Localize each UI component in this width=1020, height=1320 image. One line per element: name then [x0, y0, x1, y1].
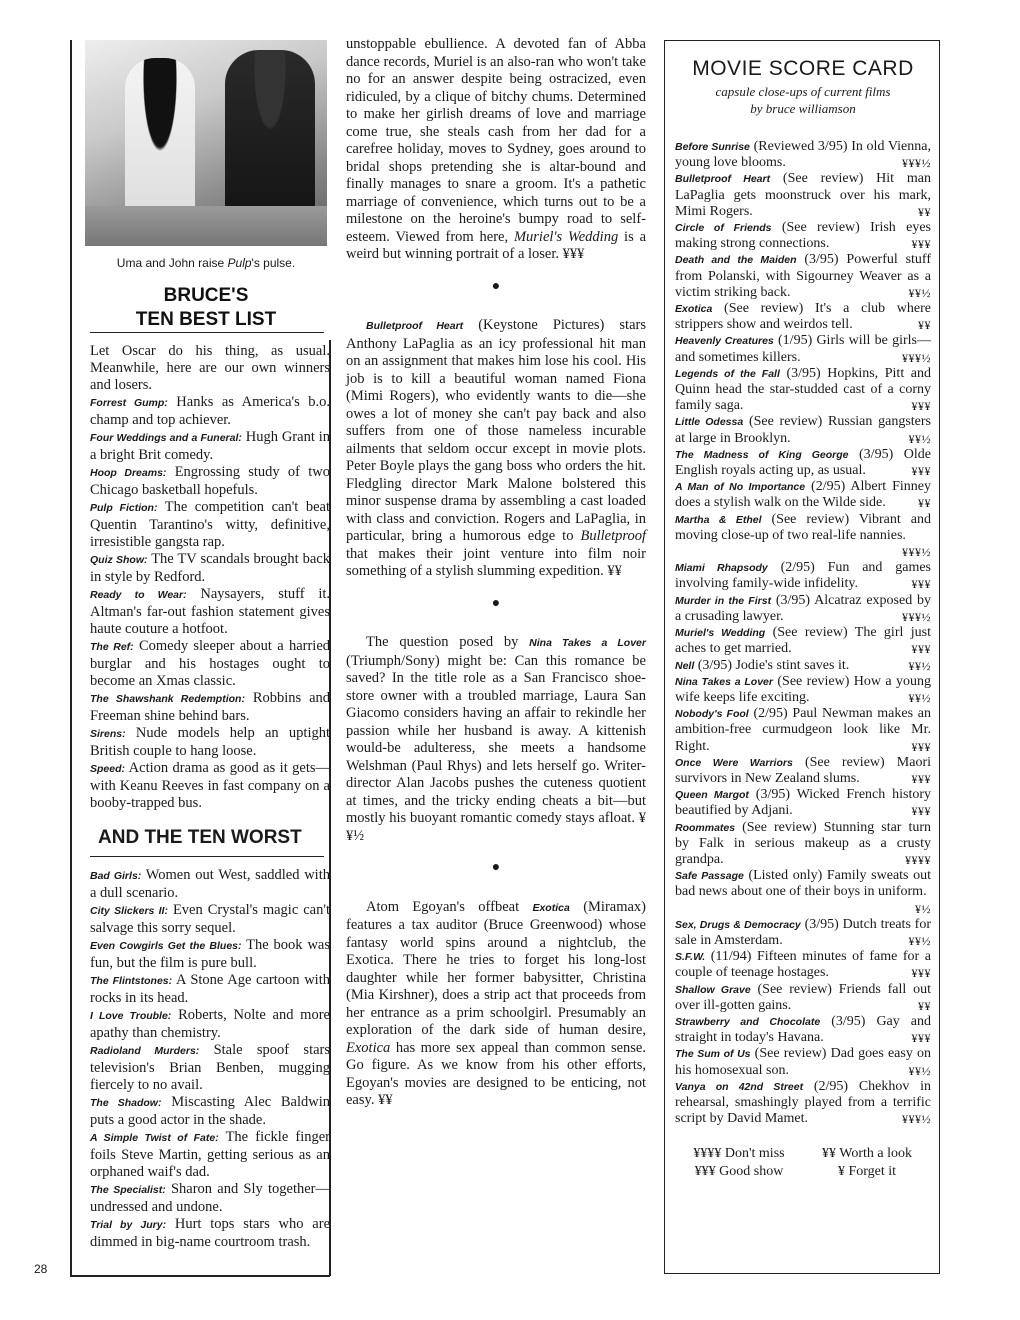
worst-list-heading: AND THE TEN WORST [98, 827, 302, 848]
review-exotica: Atom Egoyan's offbeat Exotica (Miramax) features a tax auditor (Bruce Greenwood) whose fantasy world spins around a nightclub, the Exotica. There he tries to forget his long-lost daughter while her former babysitter, Christina (Mia Kirshner), does a strip act that proceeds from her entrance as a prim schoolgirl. Presumably an exploration of the dark side of human desire, Exotica has more sex appeal than common sense. Go figure. As we know from his other efforts, Egoyan's movies are designed to be enticing, not easy. ¥¥ [346, 898, 646, 1108]
worst-list-item [90, 1216, 330, 1251]
entry-text: (See review) Vibrant and moving close-up of two real-life nannies. [675, 511, 931, 543]
legend-item: ¥¥ Worth a look [822, 1146, 912, 1162]
movie-title: Even Cowgirls Get the Blues: [90, 940, 242, 952]
section-bullet: ● [491, 860, 501, 875]
entry-text: (See review) Stunning star turn by Falk in serious makeup as a crusty grandpa. [675, 819, 931, 867]
score-card-item [675, 1079, 931, 1128]
photo-caption: Uma and John raise Pulp's pulse. [116, 256, 296, 270]
score-card-subtitle: capsule close-ups of current films [715, 84, 891, 99]
best-list-item [90, 551, 330, 586]
score-card-item [675, 479, 931, 511]
score-card-item [675, 171, 931, 220]
score-card-item [675, 512, 931, 561]
best-list-item [90, 499, 330, 551]
movie-title: Four Weddings and a Funeral: [90, 432, 242, 444]
middle-column [346, 36, 646, 1110]
movie-title: A Man of No Importance [675, 481, 806, 494]
score-card-item [675, 658, 931, 674]
worst-list-item [90, 937, 330, 972]
movie-title: Before Sunrise [675, 141, 750, 153]
rating-badge: ¥¥½ [908, 1063, 931, 1078]
worst-list-entries [82, 867, 330, 1251]
score-card-item [675, 917, 931, 949]
entry-text: (See review) How a young wife keeps life exciting. [675, 673, 932, 705]
movie-title: Legends of the Fall [675, 367, 780, 380]
entry-text: (See review) The girl just aches to get married. [675, 625, 932, 657]
rating-badge: ¥¥½ [908, 658, 931, 673]
rating-legend [675, 1145, 931, 1181]
best-list-item [90, 429, 330, 464]
entry-text: (Listed only) Family sweats out bad news about one of their boys in uniform. [675, 868, 932, 900]
entry-text: Miscasting Alec Baldwin puts a good actor in the shade. [90, 1094, 330, 1128]
entry-text: (3/95) Powerful stuff from Polanski, with Sigourney Weaver as a victim striking back. [675, 252, 931, 300]
movie-title: Muriel's Wedding [675, 627, 766, 640]
score-card-item [675, 333, 931, 365]
score-card-item [675, 139, 931, 171]
movie-title: Bulletproof Heart [675, 173, 771, 186]
movie-title: The Sum of Us [675, 1048, 751, 1061]
movie-title: The Ref: [90, 641, 134, 653]
score-card-item [675, 301, 931, 333]
movie-title: The Madness of King George [675, 448, 849, 461]
legend-item: ¥¥¥ Good show [694, 1164, 784, 1180]
movie-title: Strawberry and Chocolate [675, 1015, 821, 1028]
rating-badge: ¥¥¥½ [902, 1112, 931, 1127]
entry-text: Action drama as good as it gets—with Keanu Reeves in fast company on a booby-trapped bus. [90, 760, 331, 811]
entry-text: Nude models help an uptight British couple to hang loose. [90, 725, 331, 759]
worst-list-item [90, 1007, 330, 1042]
entry-text: (See review) Irish eyes making strong connections. [675, 220, 931, 252]
worst-list-item [90, 902, 330, 937]
best-list-heading: BRUCE'S TEN BEST LIST [135, 285, 277, 330]
rating-badge: ¥¥¥ [911, 237, 931, 252]
rating-badge: ¥¥¥½ [902, 545, 931, 560]
worst-list-item [90, 1094, 330, 1129]
entry-text: (See review) It's a club where strippers show and weirdos tell. [675, 301, 932, 333]
movie-title: City Slickers II: [90, 905, 168, 917]
rating-badge: ¥¥½ [908, 690, 931, 705]
movie-title: Miami Rhapsody [675, 562, 768, 575]
entry-text: (See review) Dad goes easy on his homosexual son. [675, 1046, 931, 1078]
movie-title: Quiz Show: [90, 554, 148, 566]
entry-text: Comedy sleeper about a harried burglar and his hostages ought to become an Xmas classic. [90, 638, 331, 689]
rating-badge: ¥¥ [918, 318, 931, 333]
movie-title: Forrest Gump: [90, 397, 168, 409]
entry-text: Robbins and Freeman shine behind bars. [90, 690, 331, 724]
page-number: 28 [34, 1262, 48, 1276]
rating-badge: ¥¥¥ [911, 771, 931, 786]
rating-badge: ¥½ [915, 901, 931, 916]
entry-text: (See review) Friends fall out over ill-gotten gains. [675, 981, 931, 1013]
rating-badge: ¥¥¥ [911, 642, 931, 657]
worst-list-item [90, 1129, 330, 1181]
movie-title: Pulp Fiction: [90, 502, 158, 514]
best-list-intro: Let Oscar do his thing, as usual. Meanwhile, here are our own winners and losers. [90, 343, 330, 393]
score-card-byline: by bruce williamson [750, 101, 856, 116]
movie-title: The Specialist: [90, 1184, 166, 1196]
entry-text: The TV scandals brought back in style by Redford. [90, 551, 330, 585]
movie-title: Death and the Maiden [675, 254, 797, 267]
entry-text: Engrossing study of two Chicago basketball hopefuls. [90, 464, 331, 498]
movie-title: Roommates [675, 821, 736, 834]
movie-title: Heavenly Creatures [675, 335, 774, 348]
left-column [82, 40, 330, 1251]
movie-title: The Shadow: [90, 1097, 162, 1109]
entry-text: (2/95) Chekhov in rehearsal, smashingly played from a terrific script by David Mamet. [675, 1078, 932, 1127]
score-card-title: MOVIE SCORE CARD [692, 57, 914, 80]
entry-text: (3/95) Olde English royals acting up, as usual. [675, 446, 931, 479]
best-list-entries [82, 394, 330, 812]
movie-title: Safe Passage [675, 870, 744, 883]
movie-title: Trial by Jury: [90, 1219, 167, 1231]
score-card-item [675, 868, 931, 917]
entry-text: Stale spoof stars television's Brian Benben, mugging fiercely to no avail. [90, 1042, 331, 1093]
score-card-item [675, 252, 931, 301]
movie-title: The Flintstones: [90, 975, 173, 987]
movie-title: Circle of Friends [675, 222, 772, 235]
worst-list-item [90, 867, 330, 902]
entry-text: (3/95) Wicked French history beautified by Adjani. [675, 787, 932, 819]
review-muriels-wedding: unstoppable ebullience. A devoted fan of Abba dance records, Muriel is an also-ran who won't take no for an answer despite being ostracized, even ridiculed, by a clique of bitchy chums. Determined to make her girlish dreams of love and marriage come true, she steals cash from her dad for a carefree holiday, moves to Sydney, goes around to bridal shops pretending she is altar-bound and finally manages to snare a groom. It's a pathetic marriage of convenience, which turns out to be a milestone on the heroine's bumpy road to self-esteem. Viewed from here, Muriel's Wedding is a weird but winning portrait of a loser. ¥¥¥ [346, 36, 647, 262]
movie-still-photo [85, 40, 327, 246]
rating-badge: ¥¥ [918, 204, 931, 219]
left-column-bottom-rule [70, 1275, 330, 1277]
rating-badge: ¥¥¥ [911, 464, 931, 479]
score-card-item [675, 1046, 931, 1078]
entry-text: (3/95) Alcatraz exposed by a crusading lawyer. [675, 592, 931, 624]
entry-text: (11/94) Fifteen minutes of fame for a couple of teenage hostages. [675, 949, 931, 981]
worst-list-divider [90, 856, 324, 857]
entry-text: (See review) Russian gangsters at large in Brooklyn. [675, 414, 932, 446]
entry-text: Even Crystal's magic can't salvage this sorry sequel. [90, 902, 330, 936]
movie-title: Radioland Murders: [90, 1045, 200, 1057]
score-card-item [675, 560, 931, 592]
score-card-item [675, 674, 931, 706]
entry-text: Roberts, Nolte and more apathy than chemistry. [90, 1007, 330, 1041]
score-card-item [675, 625, 931, 657]
best-list-item [90, 464, 330, 499]
movie-title: S.F.W. [675, 951, 706, 964]
movie-title: Ready to Wear: [90, 589, 187, 601]
score-card-item [675, 706, 931, 755]
entry-text: Hurt tops stars who are dimmed in big-name courtroom trash. [90, 1216, 331, 1250]
score-card-item [675, 949, 931, 981]
score-card-item [675, 787, 931, 819]
movie-title: Nell [675, 659, 695, 672]
score-card-item [675, 366, 931, 415]
rating-badge: ¥¥¥ [911, 804, 931, 819]
movie-title: Nina Takes a Lover [675, 675, 773, 688]
entry-text: (3/95) Dutch treats for sale in Amsterdam. [675, 916, 932, 948]
photo-floor [85, 206, 327, 246]
worst-list-item [90, 972, 330, 1007]
movie-title: Hoop Dreams: [90, 467, 167, 479]
score-card-item [675, 755, 931, 787]
entry-text: Women out West, saddled with a dull scenario. [90, 867, 330, 901]
best-list-item [90, 760, 330, 812]
entry-text: (See review) Hit man LaPaglia gets moonstruck over his mark, Mimi Rogers. [675, 171, 931, 219]
entry-text: Sharon and Sly together—undressed and undone. [90, 1181, 331, 1215]
entry-text: (2/95) Albert Finney does a stylish walk on the Wilde side. [675, 479, 931, 511]
entry-text: A Stone Age cartoon with rocks in its head. [90, 972, 330, 1006]
rating-badge: ¥¥¥ [911, 966, 931, 981]
entry-text: (2/95) Fun and games involving family-wide infidelity. [675, 560, 932, 592]
worst-list-item [90, 1042, 330, 1094]
entry-text: (Reviewed 3/95) In old Vienna, young love blooms. [675, 139, 931, 171]
rating-badge: ¥¥¥½ [902, 156, 931, 171]
movie-title: Little Odessa [675, 416, 744, 429]
movie-title: Bad Girls: [90, 870, 142, 882]
best-list-item [90, 690, 330, 725]
rating-badge: ¥¥½ [908, 431, 931, 446]
movie-title: Murder in the First [675, 594, 772, 607]
movie-title: A Simple Twist of Fate: [90, 1132, 219, 1144]
entry-text: Hugh Grant in a bright Brit comedy. [90, 429, 331, 463]
movie-score-card [664, 40, 940, 1274]
movie-title: Speed: [90, 763, 126, 775]
rating-badge: ¥¥¥½ [902, 609, 931, 624]
rating-badge: ¥¥¥½ [902, 350, 931, 365]
movie-title: Sirens: [90, 728, 126, 740]
best-list-item [90, 586, 330, 638]
movie-title: I Love Trouble: [90, 1010, 172, 1022]
movie-title: Queen Margot [675, 789, 749, 802]
worst-list-item [90, 1181, 330, 1216]
section-bullet: ● [491, 278, 501, 294]
rating-badge: ¥¥¥ [911, 577, 931, 592]
rating-badge: ¥¥¥ [911, 399, 931, 414]
entry-text: (3/95) Hopkins, Pitt and Quinn head the star-studded cast of a corny family saga. [675, 365, 931, 414]
movie-title: Vanya on 42nd Street [675, 1080, 804, 1093]
legend-item: ¥¥¥¥ Don't miss [693, 1146, 785, 1162]
score-card-item [675, 982, 931, 1014]
best-list-item [90, 394, 330, 429]
movie-title: Shallow Grave [675, 983, 751, 996]
score-card-entries [675, 139, 931, 1127]
entry-text: The fickle finger foils Steve Martin, getting serious as an orphaned waif's dad. [90, 1129, 330, 1180]
movie-title: Nobody's Fool [675, 708, 749, 721]
entry-text: Naysayers, stuff it. Altman's far-out fashion statement gives haute couture a hotfoot. [90, 586, 330, 637]
entry-text: (1/95) Girls will be girls—and sometimes killers. [675, 333, 931, 365]
movie-title: Exotica [675, 303, 713, 316]
rating-badge: ¥¥¥¥ [905, 852, 931, 867]
score-card-item [675, 447, 931, 479]
movie-title: Sex, Drugs & Democracy [675, 918, 801, 931]
entry-text: (3/95) Jodie's stint saves it. [697, 657, 850, 673]
entry-text: (3/95) Gay and straight in today's Havana. [675, 1013, 931, 1046]
movie-title: Martha & Ethel [675, 513, 762, 526]
movie-title: Once Were Warriors [675, 756, 793, 769]
entry-text: (2/95) Paul Newman makes an ambition-free curmudgeon look like Mr. Right. [675, 706, 932, 754]
rating-badge: ¥¥¥ [911, 1031, 931, 1046]
section-bullet: ● [491, 595, 501, 611]
review-bulletproof-heart: Bulletproof Heart (Keystone Pictures) stars Anthony LaPaglia as an icy professional hit man on an assignment that makes him lose his cool. His job is to kill a beautiful woman named Fiona (Mimi Rogers), who evidently wants to die—she owes a lot of money she can't pay back and also suffers from one of those nameless incurable ailments that seldom occur except in movie plots. Peter Boyle plays the gang boss who orders the hit. Fledgling director Mark Malone bolstered this minor suspense drama by assembling a cast loaded with class and conviction. Rogers and LaPaglia, in particular, bring a humorous edge to Bulletproof that makes their joint venture into film noir something of a stylish slumming expedition. ¥¥ [346, 317, 646, 579]
score-card-item [675, 593, 931, 625]
best-list-divider [90, 332, 324, 333]
movie-title: The Shawshank Redemption: [90, 693, 245, 705]
score-card-item [675, 820, 931, 869]
rating-badge: ¥¥½ [908, 933, 931, 948]
best-list-item [90, 725, 330, 760]
entry-text: The competition can't beat Quentin Tarantino's witty, definitive, irresistible gangsta rap. [90, 499, 330, 550]
score-card-item [675, 220, 931, 252]
rating-badge: ¥¥¥ [911, 739, 931, 754]
legend-item: ¥ Forget it [837, 1164, 897, 1180]
rating-badge: ¥¥½ [908, 285, 931, 300]
review-nina-takes-a-lover: The question posed by Nina Takes a Lover (Triumph/Sony) might be: Can this romance be saved? In the title role as a San Francisco shoe-store owner with a troubled marriage, Laura San Giacomo considers having an affair to rekindle her passion while her husband is away. A kittenish would-be adulteress, she meets a handsome Welshman (Paul Rhys) and lets herself go. Writer-director Alan Jacobs pushes the cuteness quotient at times, and the tricky ending cheats a bit—but mostly his buoyant romantic comedy stays afloat. ¥¥½ [346, 634, 646, 844]
rating-badge: ¥¥ [918, 998, 931, 1013]
rating-badge: ¥¥ [918, 496, 931, 511]
entry-text: The book was fun, but the film is pure bull. [90, 937, 330, 971]
best-list-item [90, 638, 330, 690]
dancer-figure-left [125, 58, 195, 228]
entry-text: (See review) Maori survivors in New Zealand slums. [675, 754, 932, 786]
score-card-item [675, 1014, 931, 1046]
left-column-rule [70, 40, 72, 1276]
score-card-item [675, 414, 931, 446]
entry-text: Hanks as America's b.o. champ and top achiever. [90, 394, 331, 428]
